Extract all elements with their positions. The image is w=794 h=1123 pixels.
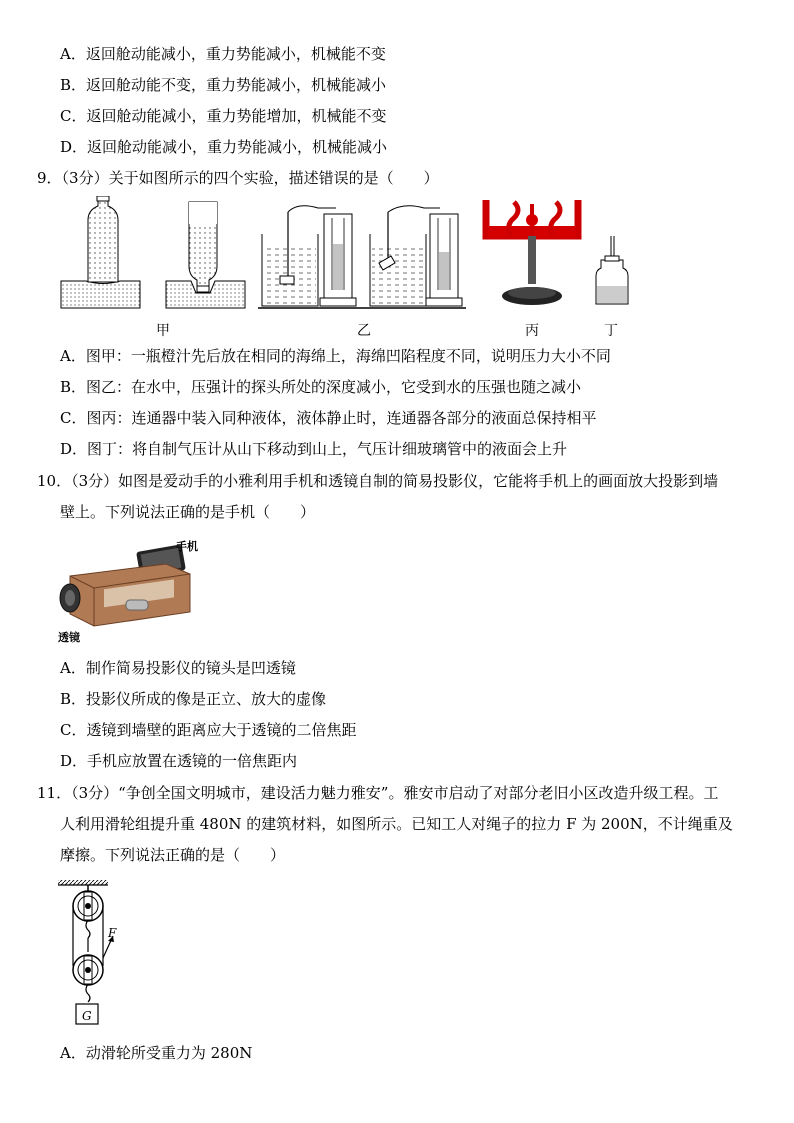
q11-stem-line3: 摩擦。下列说法正确的是（ ） (60, 846, 286, 864)
q11-option-a: A．动滑轮所受重力为 280N (60, 1044, 253, 1062)
q10-option-c: C．透镜到墙壁的距离应大于透镜的二倍焦距 (60, 721, 357, 739)
q11-pulley-figure (56, 878, 126, 1028)
q9-figure-bing (478, 196, 590, 310)
q9-caption-bing: 丙 (525, 323, 539, 339)
q9-figure-yi (258, 204, 466, 312)
q9-caption-jia: 甲 (156, 323, 170, 339)
q10-option-b: B．投影仪所成的像是正立、放大的虚像 (60, 690, 327, 708)
q9-figure-ding (593, 234, 631, 306)
q11-label-force: F (108, 926, 117, 940)
q11-stem-line1: 11．（3分）“争创全国文明城市，建设活力魅力雅安”。雅安市启动了对部分老旧小区改造升级工程。工 (37, 784, 719, 802)
q8-option-c: C．返回舱动能减小，重力势能增加，机械能不变 (60, 107, 387, 125)
q11-label-weight: G (82, 1009, 92, 1023)
q10-option-a: A．制作简易投影仪的镜头是凹透镜 (60, 659, 296, 677)
q10-label-phone: 手机 (176, 540, 198, 553)
q9-option-b: B．图乙：在水中，压强计的探头所处的深度减小，它受到水的压强也随之减小 (60, 378, 582, 396)
q10-option-d: D．手机应放置在透镜的一倍焦距内 (60, 752, 298, 770)
q10-projector-figure (56, 544, 196, 634)
q9-stem: 9．（3分）关于如图所示的四个实验，描述错误的是（ ） (37, 169, 439, 187)
q10-stem-line1: 10．（3分）如图是爱动手的小雅利用手机和透镜自制的简易投影仪，它能将手机上的画面放大投影到墙 (37, 472, 719, 490)
q9-option-a: A．图甲：一瓶橙汁先后放在相同的海绵上，海绵凹陷程度不同，说明压力大小不同 (60, 347, 611, 365)
q9-option-c: C．图丙：连通器中装入同种液体，液体静止时，连通器各部分的液面总保持相平 (60, 409, 597, 427)
q9-option-d: D．图丁：将自制气压计从山下移动到山上，气压计细玻璃管中的液面会上升 (60, 440, 568, 458)
q10-label-lens: 透镜 (58, 631, 80, 644)
q8-option-d: D．返回舱动能减小，重力势能减小，机械能减小 (60, 138, 388, 156)
q11-stem-line2: 人利用滑轮组提升重 480N 的建筑材料，如图所示。已知工人对绳子的拉力 F 为 200N，不计绳重及 (60, 815, 733, 833)
q8-option-b: B．返回舱动能不变，重力势能减小，机械能减小 (60, 76, 387, 94)
q10-stem-line2: 壁上。下列说法正确的是手机（ ） (60, 503, 316, 521)
q9-caption-ding: 丁 (604, 323, 618, 339)
q9-figure-jia (58, 196, 248, 312)
q8-option-a: A．返回舱动能减小，重力势能减小，机械能不变 (60, 45, 386, 63)
q9-caption-yi: 乙 (357, 323, 371, 339)
